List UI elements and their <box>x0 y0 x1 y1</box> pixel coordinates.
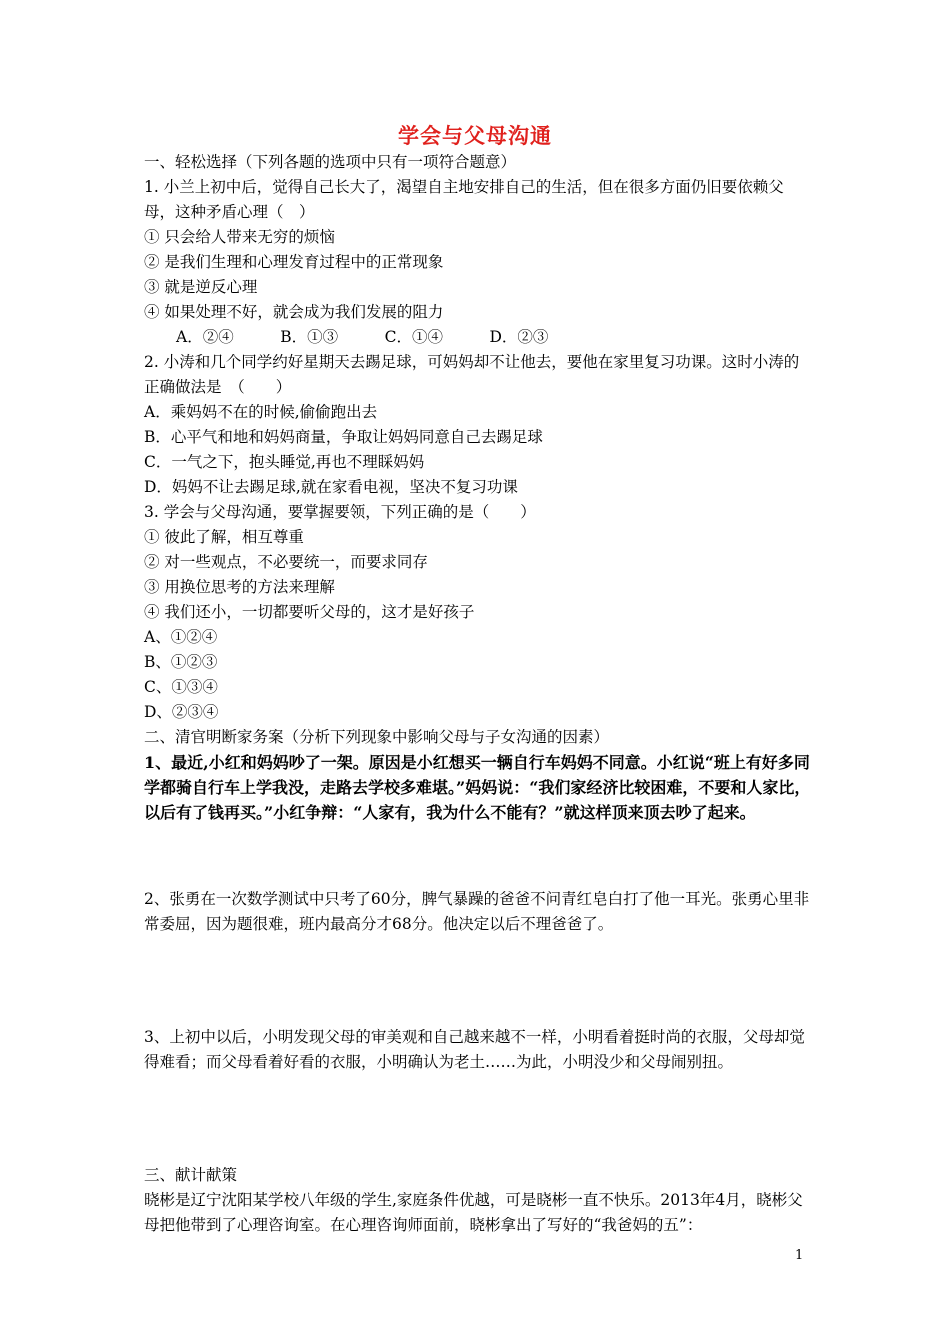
q3-item-1: ① 彼此了解，相互尊重 <box>144 528 304 546</box>
q2-option-c: C．一气之下，抱头睡觉,再也不理睬妈妈 <box>144 453 425 471</box>
q3-item-4: ④ 我们还小，一切都要听父母的，这才是好孩子 <box>144 603 475 621</box>
section3-body: 晓彬是辽宁沈阳某学校八年级的学生,家庭条件优越，可是晓彬一直不快乐。2013年4月，晓彬父母把他带到了心理咨询室。在心理咨询师面前，晓彬拿出了写好的“我爸妈的五”： <box>144 1191 803 1234</box>
q3-option-c: C、①③④ <box>144 678 218 696</box>
section3-heading: 三、献计献策 <box>144 1166 238 1184</box>
document-body <box>144 150 814 1238</box>
q1-item-4: ④ 如果处理不好，就会成为我们发展的阻力 <box>144 303 444 321</box>
q1-item-1: ① 只会给人带来无穷的烦恼 <box>144 228 335 246</box>
answer-space-2 <box>144 937 814 1025</box>
q2-option-a: A．乘妈妈不在的时候,偷偷跑出去 <box>144 403 378 421</box>
q3-item-2: ② 对一些观点，不必要统一，而要求同存 <box>144 553 428 571</box>
q3-option-b: B、①②③ <box>144 653 218 671</box>
q2-option-d: D．妈妈不让去踢足球,就在家看电视，坚决不复习功课 <box>144 478 518 496</box>
q3-item-3: ③ 用换位思考的方法来理解 <box>144 578 335 596</box>
q1-item-2: ② 是我们生理和心理发育过程中的正常现象 <box>144 253 444 271</box>
q3-option-a: A、①②④ <box>144 628 218 646</box>
q3-option-d: D、②③④ <box>144 703 219 721</box>
q2-option-b: B．心平气和地和妈妈商量，争取让妈妈同意自己去踢足球 <box>144 428 543 446</box>
section2-heading: 二、清官明断家务案（分析下列现象中影响父母与子女沟通的因素） <box>144 728 610 746</box>
case-1: 1、最近,小红和妈妈吵了一架。原因是小红想买一辆自行车妈妈不同意。小红说“班上有好多同学都骑自行车上学我没，走路去学校多难堪。”妈妈说：“我们家经济比较困难，不要和人家比，以后有了钱再买。”小红争辩：“人家有，我为什么不能有？”就这样顶来顶去吵了起来。 <box>144 753 811 822</box>
page-title: 学会与父母沟通 <box>398 123 552 148</box>
page-number: 1 <box>795 1248 804 1263</box>
section1-heading: 一、轻松选择（下列各题的选项中只有一项符合题意） <box>144 153 517 171</box>
answer-space-3 <box>144 1075 814 1163</box>
case-3: 3、上初中以后，小明发现父母的审美观和自己越来越不一样，小明看着挺时尚的衣服，父母却觉得难看；而父母看着好看的衣服，小明确认为老土……为此，小明没少和父母闹别扭。 <box>144 1028 805 1071</box>
q1-options: A．②④ B．①③ C．①④ D．②③ <box>176 328 549 346</box>
q2-stem: 2. 小涛和几个同学约好星期天去踢足球，可妈妈却不让他去，要他在家里复习功课。这时小涛的正确做法是 （ ） <box>144 353 800 396</box>
q1-stem: 1. 小兰上初中后，觉得自己长大了，渴望自主地安排自己的生活，但在很多方面仍旧要依赖父母，这种矛盾心理（ ） <box>144 178 784 221</box>
case-2: 2、张勇在一次数学测试中只考了60分，脾气暴躁的爸爸不问青红皂白打了他一耳光。张勇心里非常委屈，因为题很难，班内最高分才68分。他决定以后不理爸爸了。 <box>144 890 810 933</box>
q3-stem: 3. 学会与父母沟通，要掌握要领，下列正确的是（ ） <box>144 503 536 521</box>
answer-space-1 <box>144 825 814 887</box>
q1-item-3: ③ 就是逆反心理 <box>144 278 258 296</box>
